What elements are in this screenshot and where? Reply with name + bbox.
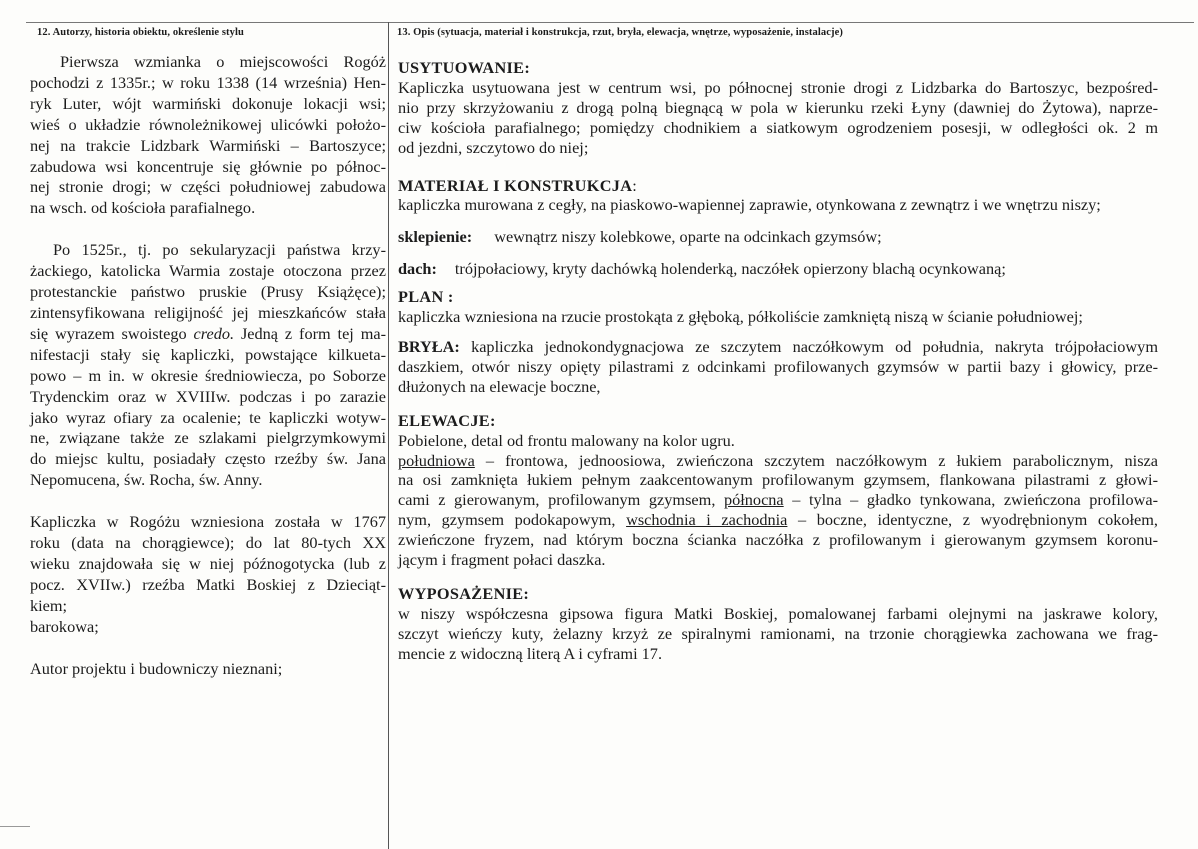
text-line: południowa – frontowa, jednoosiowa, zwieńczona szczytem naczółkowym z łukiem parabolicznym, nisza xyxy=(398,450,1158,470)
credo-italic: credo. xyxy=(193,323,235,343)
text-line: od jezdni, szczytowo do niej; xyxy=(398,137,589,157)
paragraph-first-mention xyxy=(30,52,386,219)
text-line: daszkiem, otwór niszy opięty pilastrami z odcinkami profilowanych gzymsów w partii bazy i głowicy, prze- xyxy=(398,356,1158,376)
dach-label: dach: xyxy=(398,259,437,279)
text-line: wieś o układzie równoleżnikowej ulicówki położo- xyxy=(30,114,386,134)
text-line: do miejsc kultu, posiadały często rzeźby św. Jana xyxy=(30,449,386,469)
text-line: kiem; xyxy=(30,595,68,615)
text-line: jącym i fragment połaci daszka. xyxy=(398,550,606,570)
text-line: Kapliczka w Rogóżu wzniesiona została w 1767 xyxy=(30,512,386,532)
text-line: pochodzi z 1335r.; w roku 1338 (14 września) Hen- xyxy=(30,72,386,92)
text-line: na wsch. od kościoła parafialnego. xyxy=(30,198,256,218)
right-column-header: 13. Opis (sytuacja, materiał i konstrukcja, rzut, bryła, elewacja, wnętrze, wyposażenie, instalacje) xyxy=(397,27,843,38)
text-line: nej na trakcie Lidzbark Warmiński – Bartoszyce; xyxy=(30,135,386,155)
description-column xyxy=(398,58,1158,664)
text-line: pocz. XVIIw.) rzeźba Matki Boskiej z Dzieciąt- xyxy=(30,574,386,594)
text-line: roku (data na chorągiewce); do lat 80-tych XX xyxy=(30,533,386,553)
text-line: dłużonych na elewacje boczne, xyxy=(398,376,601,396)
top-rule xyxy=(26,22,1194,23)
text-line: Po 1525r., tj. po sekularyzacji państwa krzy- xyxy=(53,240,386,260)
bottom-left-rule xyxy=(0,826,30,827)
text-line: ryk Luter, wójt warmiński dokonuje lokacji wsi; xyxy=(30,93,386,113)
text-line: Trydenckim oraz w XVIIIw. podczas i po zarazie xyxy=(30,386,386,406)
text-line: cami z gierowanym, profilowanym gzymsem, północna – tylna – gładko tynkowana, zwieńczona profilowa- xyxy=(398,490,1159,510)
text-line: się wyrazem swoistego credo. Jedną z form tej ma- xyxy=(30,323,387,343)
text-line: wieku znajdowała się w niej późnogotycka (lub z xyxy=(30,553,386,573)
section-title-plan: PLAN : xyxy=(398,287,454,307)
text-line: w niszy współczesna gipsowa figura Matki Boskiej, pomalowanej farbami olejnymi na jaskrawe kolory, xyxy=(398,603,1158,623)
column-divider xyxy=(388,22,389,849)
history-column xyxy=(30,52,386,679)
text-line: ciw kościoła parafialnego; pomiędzy chodnikiem a siatkowym ogrodzeniem posesji, w odległości ok. 2 m xyxy=(398,117,1158,137)
text-line: kapliczka wzniesiona na rzucie prostokąta z głęboką, półkoliście zamkniętą niszą w ścianie południowej; xyxy=(398,307,1083,327)
link-like-poludniowa: południowa xyxy=(398,450,475,470)
bryla-row: BRYŁA: kapliczka jednokondygnacjowa ze szczytem naczółkowym od południa, nakryta trójpołaciowym xyxy=(398,336,1158,356)
text-line: nej stronie drogi; w części południowej zabudowa xyxy=(30,177,386,197)
text-line: Pierwsza wzmianka o miejscowości Rogóż xyxy=(60,52,386,71)
paragraph-chapel-date xyxy=(30,512,386,637)
section-title-elewacje: ELEWACJE: xyxy=(398,410,496,430)
text-line: szczyt wieńczy kuty, żelazny krzyż ze spiralnymi ramionami, na trzonie chorągiewka zachowana we frag- xyxy=(398,623,1158,643)
sklepienie-label: sklepienie: xyxy=(398,227,473,247)
text-line: zwieńczone fryzem, nad którym boczna ścianka naczółka z profilowanym i gierowanym gzymsem koronu- xyxy=(398,530,1158,550)
text-line: powo – m in. w okresie średniowiecza, po Soborze xyxy=(30,365,386,385)
text-line: zabudowa wsi koncentruje się głównie po północ- xyxy=(30,156,386,176)
text-line: na osi zamknięta łukiem pełnym zaakcentowanym profilowanym gzymsem, flankowana pilastrami z głowi- xyxy=(398,470,1158,490)
text-line: Pobielone, detal od frontu malowany na kolor ugru. xyxy=(398,430,735,450)
dach-row: dach: trójpołaciowy, kryty dachówką holenderką, naczółek opierzony blachą ocynkowaną; xyxy=(398,259,1006,279)
text-line: kapliczka murowana z cegły, na piaskowo-wapiennej zaprawie, otynkowana z zewnątrz i we wnętrzu niszy; xyxy=(398,195,1101,215)
section-title-wyposazenie: WYPOSAŻENIE: xyxy=(398,583,530,603)
text-line: protestanckie państwo pruskie (Prusy Książęce); xyxy=(30,282,386,302)
text-line: nifestacji stały się kapliczki, powstające kilkueta- xyxy=(30,344,386,364)
section-title-usytuowanie: USYTUOWANIE: xyxy=(398,58,531,77)
paragraph-secularization xyxy=(30,240,386,491)
left-column-header: 12. Autorzy, historia obiektu, określenie stylu xyxy=(37,27,244,38)
author-line: Autor projektu i budowniczy nieznani; xyxy=(30,658,283,678)
section-title-material: MATERIAŁ I KONSTRUKCJA: xyxy=(398,175,637,195)
text-line: nym, gzymsem podokapowym, wschodnia i zachodnia – boczne, identyczne, z wyodrębnionym cokołem, xyxy=(398,510,1158,530)
text-line: ne, związane także ze szlakami pielgrzymkowymi xyxy=(30,428,386,448)
text-line: mencie z widoczną literą A i cyframi 17. xyxy=(398,643,663,663)
text-line: Kapliczka usytuowana jest w centrum wsi, po północnej stronie drogi z Lidzbarka do Bartoszyc, bezpośred- xyxy=(398,77,1158,97)
bryla-label: BRYŁA: xyxy=(398,336,460,356)
text-line: zintensyfikowana religijność jej mieszkańców stała xyxy=(30,302,386,322)
text-line: Nepomucena, św. Rocha, św. Anny. xyxy=(30,470,263,490)
text-line: nio przy skrzyżowaniu z drogą polną biegnącą w pola w kierunku rzeki Łyny (dawniej do Żytowa), naprze- xyxy=(398,97,1158,117)
sklepienie-row: sklepienie: wewnątrz niszy kolebkowe, oparte na odcinkach gzymsów; xyxy=(398,227,882,247)
text-line: barokowa; xyxy=(30,616,99,636)
text-line: żackiego, katolicka Warmia zostaje otoczona przez xyxy=(30,261,386,281)
text-line: jako wyraz ofiary za ocalenie; te kapliczki wotyw- xyxy=(30,407,386,427)
